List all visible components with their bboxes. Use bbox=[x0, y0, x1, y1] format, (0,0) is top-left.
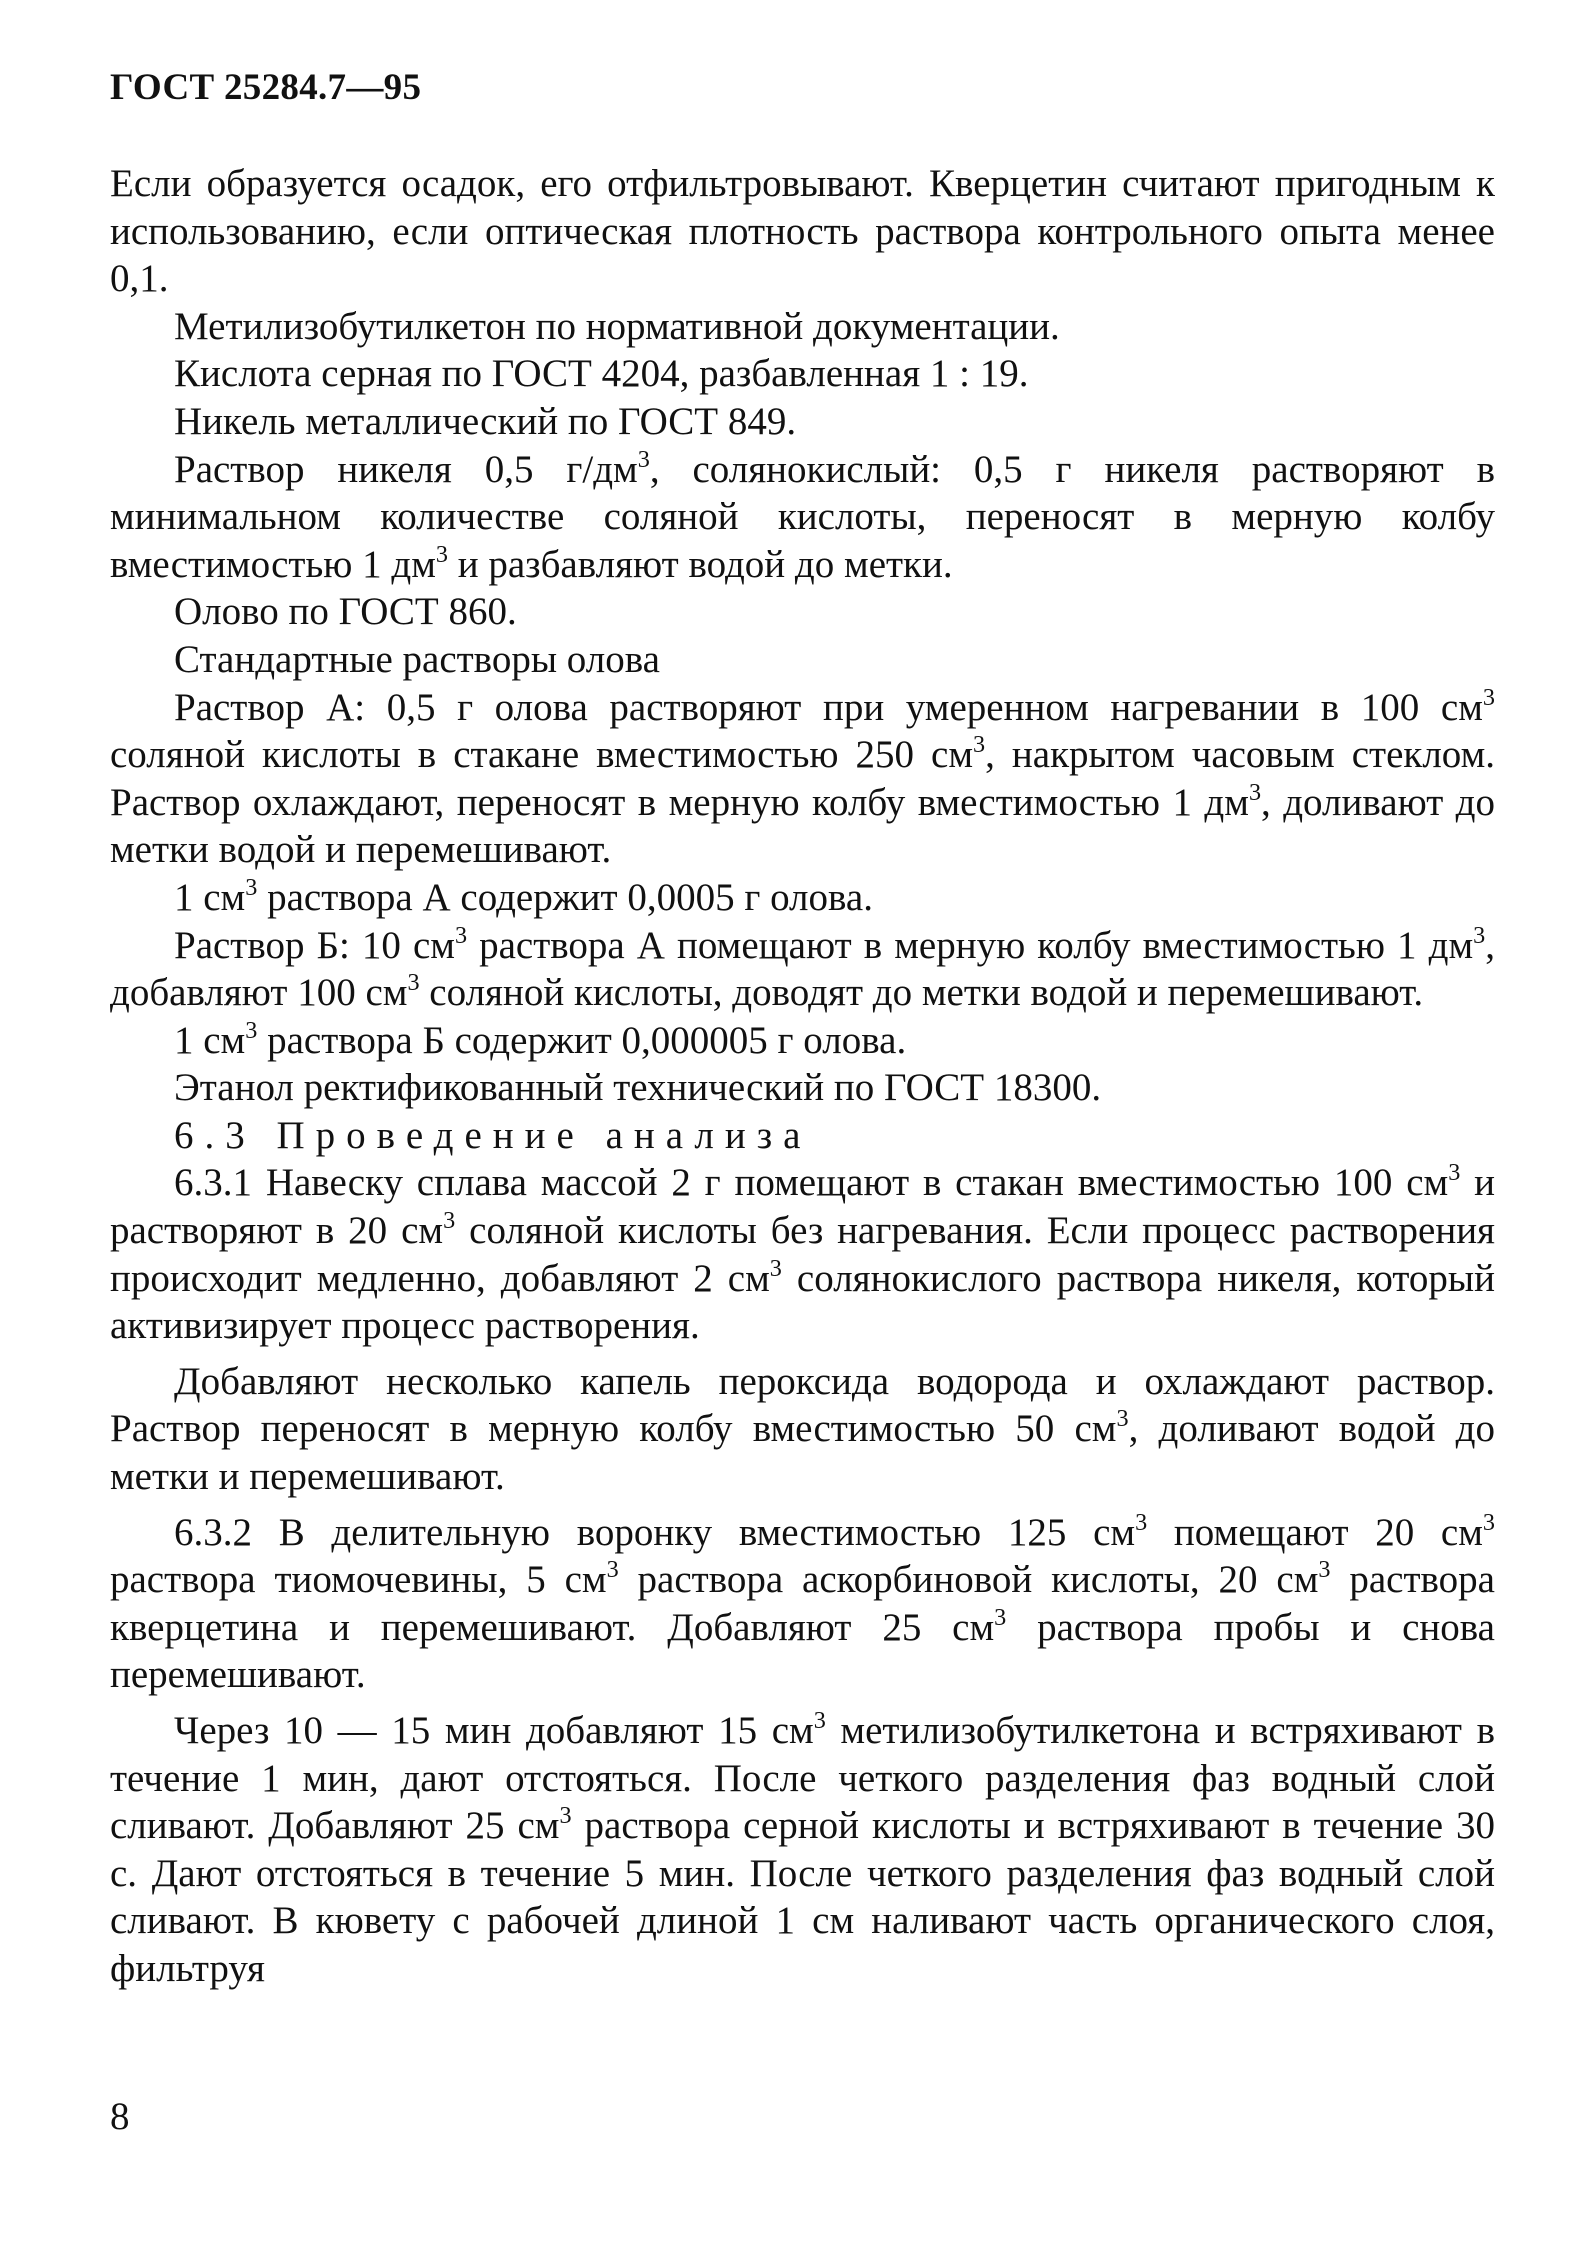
document-body bbox=[110, 160, 1495, 1993]
section-heading bbox=[110, 1112, 1495, 1160]
paragraph: Раствор Б: 10 $см^3$ раствора А помещают в мерную колбу вместимостью 1 $дм^3$, добавляют 100 $см^3$ соляной кислоты, доводят до метки водой и перемешивают. bbox=[110, 921, 1495, 1015]
paragraph: Кислота серная по ГОСТ 4204, разбавленная 1 : 19. bbox=[174, 352, 1029, 396]
paragraph: 6.3.1 Навеску сплава массой 2 г помещают в стакан вместимостью 100 $см^3$ и растворяют в 20 $см^3$ соляной кислоты без нагревания. Если процесс растворения происходит медленно, добавляют 2 $см^3$ солянокислого раствора никеля, который активизирует процесс растворения. bbox=[110, 1159, 1496, 1348]
paragraph: Никель металлический по ГОСТ 849. bbox=[174, 399, 797, 443]
paragraph: Раствор А: 0,5 г олова растворяют при умеренном нагревании в 100 $см^3$ соляной кислоты в стакане вместимостью 250 $см^3$, накрытом часовым стеклом. Раствор охлаждают, переносят в мерную колбу вместимостью 1 $дм^3$, доливают до метки водой и перемешивают. bbox=[110, 683, 1495, 872]
paragraph: 1 $см^3$ раствора Б содержит 0,000005 г олова. bbox=[174, 1016, 907, 1062]
paragraph: 1 $см^3$ раствора А содержит 0,0005 г олова. bbox=[174, 873, 873, 919]
document-header: ГОСТ 25284.7—95 bbox=[110, 67, 422, 108]
paragraph: Олово по ГОСТ 860. bbox=[174, 590, 517, 634]
page-number: 8 bbox=[110, 2095, 130, 2138]
section-heading-text: 6.3 Проведение анализа bbox=[174, 1113, 812, 1157]
paragraph: Этанол ректификованный технический по ГОСТ 18300. bbox=[174, 1066, 1102, 1110]
paragraph: Если образуется осадок, его отфильтровывают. Кверцетин считают пригодным к использованию, если оптическая плотность раствора контрольного опыта менее 0,1. bbox=[110, 162, 1495, 301]
paragraph: Метилизобутилкетон по нормативной документации. bbox=[174, 304, 1060, 348]
paragraph: Стандартные растворы олова bbox=[174, 637, 660, 681]
paragraph: Через 10 — 15 мин добавляют 15 $см^3$ метилизобутилкетона и встряхивают в течение 1 мин, дают отстояться. После четкого разделения фаз водный слой сливают. Добавляют 25 $см^3$ раствора серной кислоты и встряхивают в течение 30 с. Дают отстояться в течение 5 мин. После четкого разделения фаз водный слой сливают. В кювету с рабочей длиной 1 см наливают часть органического слоя, фильтруя bbox=[110, 1707, 1495, 1990]
paragraph: Раствор никеля 0,5 $г/дм^3$, солянокислый: 0,5 г никеля растворяют в минимальном количестве соляной кислоты, переносят в мерную колбу вместимостью 1 $дм^3$ и разбавляют водой до метки. bbox=[110, 445, 1495, 586]
paragraph: 6.3.2 В делительную воронку вместимостью 125 $см^3$ помещают 20 $см^3$ раствора тиомочевины, 5 $см^3$ раствора аскорбиновой кислоты, 20 $см^3$ раствора кверцетина и перемешивают. Добавляют 25 $см^3$ раствора пробы и снова перемешивают. bbox=[110, 1508, 1495, 1697]
paragraph: Добавляют несколько капель пероксида водорода и охлаждают раствор. Раствор переносят в мерную колбу вместимостью 50 $см^3$, доливают водой до метки и перемешивают. bbox=[110, 1359, 1495, 1499]
